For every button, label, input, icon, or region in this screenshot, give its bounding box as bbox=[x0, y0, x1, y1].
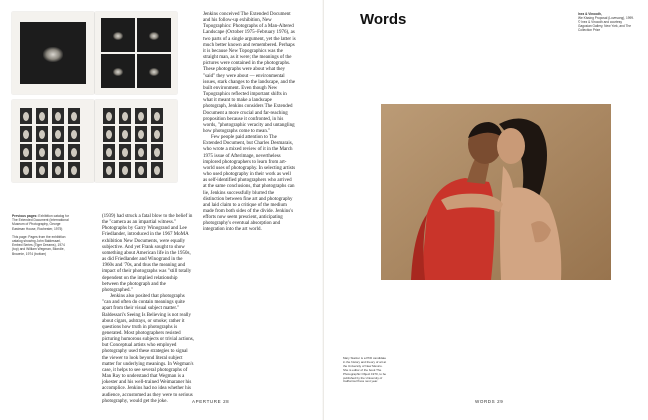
catalog-photo-spread bbox=[12, 12, 177, 182]
catalog-image bbox=[137, 18, 171, 52]
catalog-image bbox=[101, 18, 135, 52]
catalog-image bbox=[101, 54, 135, 88]
credit-lines: We Kissing Proposal (Lovesong), 1999. © Inez & Vinoodh and courtesy Gagosian Gallery, New York, and The Collection Prize bbox=[578, 16, 634, 33]
catalog-page-top-left bbox=[12, 12, 94, 94]
catalog-page-top-right bbox=[95, 12, 177, 94]
catalog-page-bottom-right bbox=[95, 100, 177, 182]
kiss-photograph-illustration bbox=[381, 104, 611, 280]
caption-previous-pages: Exhibition catalog for The Extended Document (International Museum of Photography, George Eastman House, Rochester, 1975) bbox=[12, 214, 70, 231]
body-column-b bbox=[203, 12, 296, 234]
section-title: Words bbox=[360, 11, 407, 28]
paragraph: Jenkins also posited that photographs "can and often do contain meanings quite apart from their visual subject matter." Baldessari's Seeing Is Believing is not really about cigars, ashtrays, or smoke; rather it questions how truth in photographs is generated. Most photographers resisted picturing humorous subjects or trivial actions, but Conceptual artists who employed photography used these strategies to signal the viewer to look beyond literal subject matter for underlying meanings. In Wegman's case, it helps to see several photographs of Man Ray to understand that Wegman is a jokester and his well-trained Weimaraner his accomplice. Jenkins had no idea whether his audience, accustomed as they were to serious photography, would get the joke. bbox=[102, 294, 194, 404]
catalog-image bbox=[20, 22, 86, 84]
paragraph: (1939) had struck a fatal blow to the belief in the "camera as an impartial witness." Photographs by Garry Winogrand and Lee Friedlander, introduced in the 1967 MoMA exhibition New Documents, were equally subjective. And yet Frank sought to show something about American life in the 1950s, as did Friedlander and Winogrand in the 1960s and '70s, and thus the meaning and impact of their photographs was "still totally dependent on the implied relationship between the photograph and the photographed." bbox=[102, 214, 193, 293]
caption-this-page: This page: Pages from the exhibition catalog showing John Baldessari, Embed Series (Tiger Dreams), 1974 (top) and William Wegman, Blondie, Brownie, 1974 (bottom) bbox=[12, 234, 66, 256]
body-column-a bbox=[102, 214, 194, 405]
page-folio-left: APERTURE 28 bbox=[192, 399, 230, 404]
author-bio: Mary Statzer is a PhD candidate in the history and theory of art at the University of New Mexico. She is editor of the book The Photographic Object 1970, to be published by the University of California Press next year. bbox=[343, 356, 387, 384]
credit-title: Inez & Vinoodh, bbox=[578, 12, 602, 16]
caption-heading: Previous pages: bbox=[12, 214, 38, 218]
kiss-photograph bbox=[381, 104, 611, 280]
paragraph: Jenkins conceived The Extended Document and his follow-up exhibition, New Topographics: Photographs of a Man-Altered Landscape (October 1975–February 1976), as two parts of a single argument, yet the latter is much better known and remembered. Perhaps it is because New Topographics was the straight man, as it were; the meanings of the pictures were contained in the photographs. These photographs were about what they "said" they were about — environmental issues, stark changes to the landscape, and the built environment. Even though New Topographics reflected important shifts in what it meant to make a landscape photograph, Jenkins considers The Extended Document a more crucial and far-reaching proposition because it confronted, in his words, "photographic veracity and untangling how photographs come to mean." bbox=[203, 12, 296, 134]
catalog-page-bottom-left bbox=[12, 100, 94, 182]
page-folio-right: WORDS 29 bbox=[475, 399, 504, 404]
image-caption bbox=[12, 214, 72, 260]
paragraph: Few people paid attention to The Extended Document, but Charles Desmarais, who wrote a mixed review of it in the March 1975 issue of Afterimage, nevertheless implored photographers to learn from art-world uses of photography. In selecting artists who used photography in their work as well as self-identified photographers who arrived at the same conclusions, that photographs can lie, Jenkins successfully blurred the distinction between fine art and photography and laid claim to a critique of the medium made from both sides of the divide. Jenkins's efforts now seem prescient, anticipating photography's eventual absorption and integration into the art world. bbox=[203, 135, 296, 233]
catalog-image bbox=[137, 54, 171, 88]
photo-credit bbox=[578, 12, 636, 32]
